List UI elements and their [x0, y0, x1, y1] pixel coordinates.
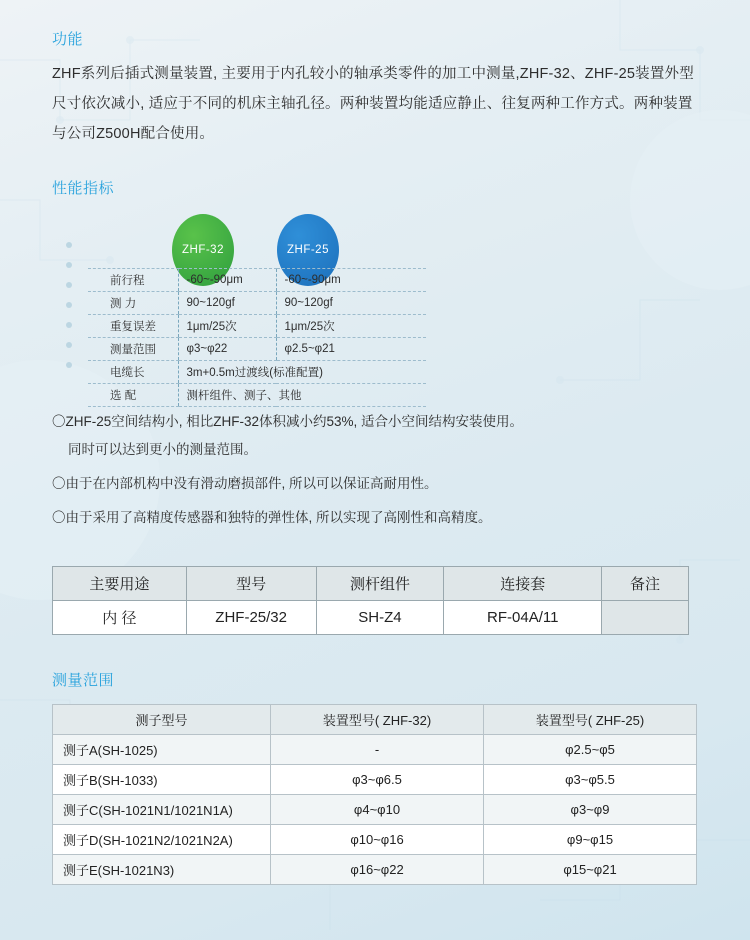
table-header-row: [53, 567, 689, 601]
cell-zhf32: φ4~φ10: [271, 795, 484, 825]
range-table: [52, 704, 697, 885]
table-row: [53, 735, 697, 765]
cell-probe-model: 测子C(SH-1021N1/1021N1A): [53, 795, 271, 825]
cell-probe-model: 测子E(SH-1021N3): [53, 855, 271, 885]
spec-value-zhf25: φ2.5~φ21: [276, 338, 426, 361]
table-row: [88, 361, 426, 384]
spec-value-zhf25: 1μm/25次: [276, 315, 426, 338]
spec-label: 测 力: [88, 292, 178, 315]
spec-value-zhf32: φ3~φ22: [178, 338, 276, 361]
spec-label: 重复误差: [88, 315, 178, 338]
column-header-model: 型号: [186, 567, 316, 601]
cell-probe-model: 测子B(SH-1033): [53, 765, 271, 795]
cell-zhf32: -: [271, 735, 484, 765]
table-row: [88, 269, 426, 292]
cell-model: ZHF-25/32: [186, 601, 316, 635]
table-row: [88, 338, 426, 361]
cell-probe-model: 测子A(SH-1025): [53, 735, 271, 765]
cell-usage: 内 径: [53, 601, 187, 635]
cell-connector: RF-04A/11: [444, 601, 602, 635]
table-row: [88, 315, 426, 338]
bullet-list: [52, 408, 698, 532]
spec-value-zhf32: 1μm/25次: [178, 315, 276, 338]
column-header-probe-model: 测子型号: [53, 705, 271, 735]
cell-zhf32: φ16~φ22: [271, 855, 484, 885]
table-header-row: [53, 705, 697, 735]
bullet-subtext: 同时可以达到更小的测量范围。: [68, 442, 257, 457]
table-row: [88, 292, 426, 315]
bullet-text: 〇由于采用了高精度传感器和独特的弹性体, 所以实现了高刚性和高精度。: [52, 510, 492, 525]
performance-title: 性能指标: [52, 180, 115, 197]
spec-value-zhf32: 90~120gf: [178, 292, 276, 315]
usage-table: [52, 566, 689, 635]
cell-zhf25: φ3~φ9: [484, 795, 697, 825]
table-row: [53, 825, 697, 855]
spec-value-span: 3m+0.5m过渡线(标准配置): [178, 361, 426, 384]
bullet-text: 〇ZHF-25空间结构小, 相比ZHF-32体积减小约53%, 适合小空间结构安装使用。: [52, 414, 524, 429]
spec-label: 电缆长: [88, 361, 178, 384]
table-row: [53, 855, 697, 885]
list-item: [52, 408, 698, 464]
table-row: [53, 601, 689, 635]
spec-label: 测量范围: [88, 338, 178, 361]
table-row: [88, 384, 426, 407]
decorative-dots: [66, 242, 72, 382]
column-header-remark: 备注: [602, 567, 689, 601]
spec-value-zhf25: -60~-90μm: [276, 269, 426, 292]
table-row: [53, 765, 697, 795]
spec-block: [52, 212, 698, 402]
column-header-zhf25: 装置型号( ZHF-25): [484, 705, 697, 735]
list-item: [52, 470, 698, 498]
cell-zhf25: φ15~φ21: [484, 855, 697, 885]
bullet-text: 〇由于在内部机构中没有滑动磨损部件, 所以可以保证高耐用性。: [52, 476, 438, 491]
table-row: [53, 795, 697, 825]
model-badge-zhf25: ZHF-25: [277, 214, 339, 286]
spec-value-zhf32: -60~-90μm: [178, 269, 276, 292]
column-header-zhf32: 装置型号( ZHF-32): [271, 705, 484, 735]
cell-remark: [602, 601, 689, 635]
range-title: 测量范围: [52, 672, 115, 689]
cell-zhf32: φ3~φ6.5: [271, 765, 484, 795]
cell-probe-model: 测子D(SH-1021N2/1021N2A): [53, 825, 271, 855]
features-title: 功能: [52, 31, 84, 48]
column-header-rod-assembly: 测杆组件: [316, 567, 444, 601]
cell-zhf25: φ2.5~φ5: [484, 735, 697, 765]
cell-zhf25: φ3~φ5.5: [484, 765, 697, 795]
features-paragraph: ZHF系列后插式测量装置, 主要用于内孔较小的轴承类零件的加工中测量,ZHF-32、ZHF-25装置外型尺寸依次减小, 适应于不同的机床主轴孔径。两种装置均能适应静止、往复两种工作方式。两种装置与公司Z500H配合使用。: [52, 66, 694, 142]
cell-rod-assembly: SH-Z4: [316, 601, 444, 635]
cell-zhf25: φ9~φ15: [484, 825, 697, 855]
column-header-connector: 连接套: [444, 567, 602, 601]
spec-label: 前行程: [88, 269, 178, 292]
spec-value-zhf25: 90~120gf: [276, 292, 426, 315]
spec-table: [88, 268, 426, 407]
spec-label: 选 配: [88, 384, 178, 407]
list-item: [52, 504, 698, 532]
column-header-usage: 主要用途: [53, 567, 187, 601]
cell-zhf32: φ10~φ16: [271, 825, 484, 855]
model-badge-zhf32: ZHF-32: [172, 214, 234, 286]
spec-value-span: 测杆组件、测子、其他: [178, 384, 426, 407]
